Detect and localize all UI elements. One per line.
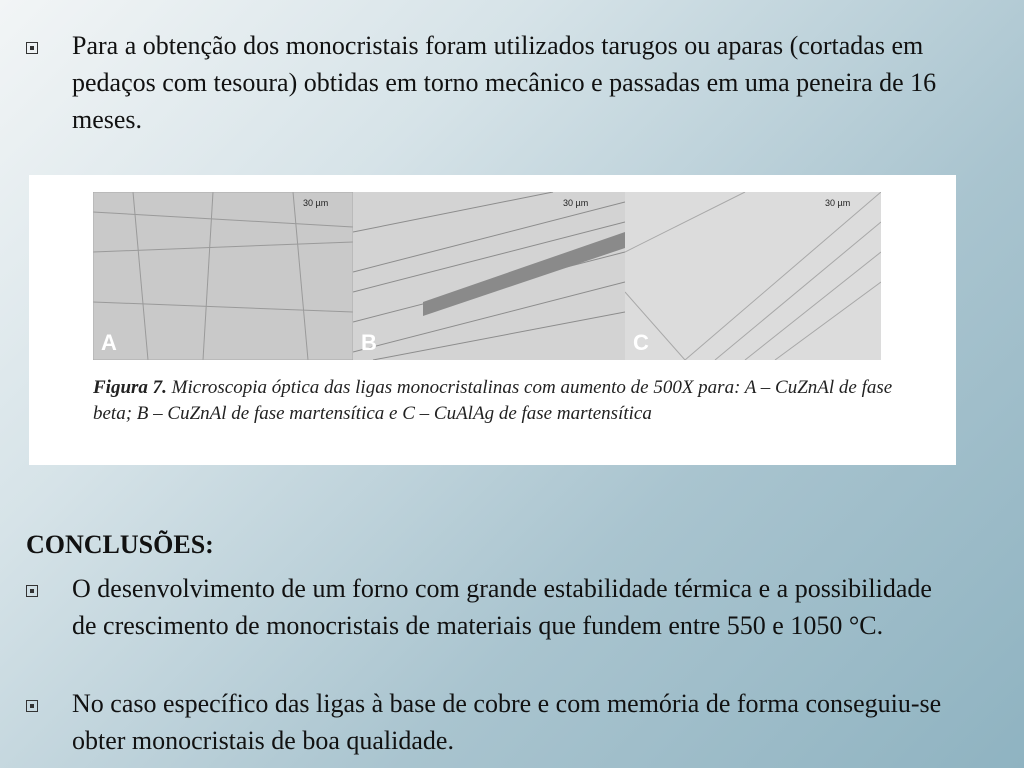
scale-bar-b: 30 µm — [563, 198, 589, 208]
figure-caption-text: Microscopia óptica das ligas monocristalinas com aumento de 500X para: A – CuZnAl de fase beta; B – CuZnAl de fase martensítica e C – CuAlAg de fase martensítica — [93, 377, 893, 424]
conclusion-item: No caso específico das ligas à base de cobre e com memória de forma conseguiu-se obter monocristais de boa qualidade. — [72, 689, 942, 755]
panel-label-b: B — [361, 330, 377, 355]
conclusion-item: O desenvolvimento de um forno com grande estabilidade térmica e a possibilidade de crescimento de monocristais de materiais que fundem entre 550 e 1050 °C. — [72, 574, 932, 640]
square-bullet-icon — [26, 585, 38, 597]
scale-bar-c: 30 µm — [825, 198, 851, 208]
micrograph-panel-c — [625, 192, 881, 360]
square-bullet-icon — [26, 42, 38, 54]
scale-bar-a: 30 µm — [303, 198, 329, 208]
conclusions-heading: CONCLUSÕES: — [26, 530, 214, 559]
panel-label-a: A — [101, 330, 117, 355]
figure-caption-label: Figura 7. — [93, 377, 167, 398]
square-bullet-icon — [26, 700, 38, 712]
intro-paragraph: Para a obtenção dos monocristais foram utilizados tarugos ou aparas (cortadas em pedaços com tesoura) obtidas em torno mecânico e passadas em uma peneira de 16 meses. — [72, 31, 937, 134]
figure-caption — [93, 375, 913, 427]
panel-label-c: C — [633, 330, 649, 355]
figure — [29, 175, 956, 465]
micrograph-panel-b — [353, 192, 625, 360]
micrograph-panel-a — [93, 192, 353, 360]
